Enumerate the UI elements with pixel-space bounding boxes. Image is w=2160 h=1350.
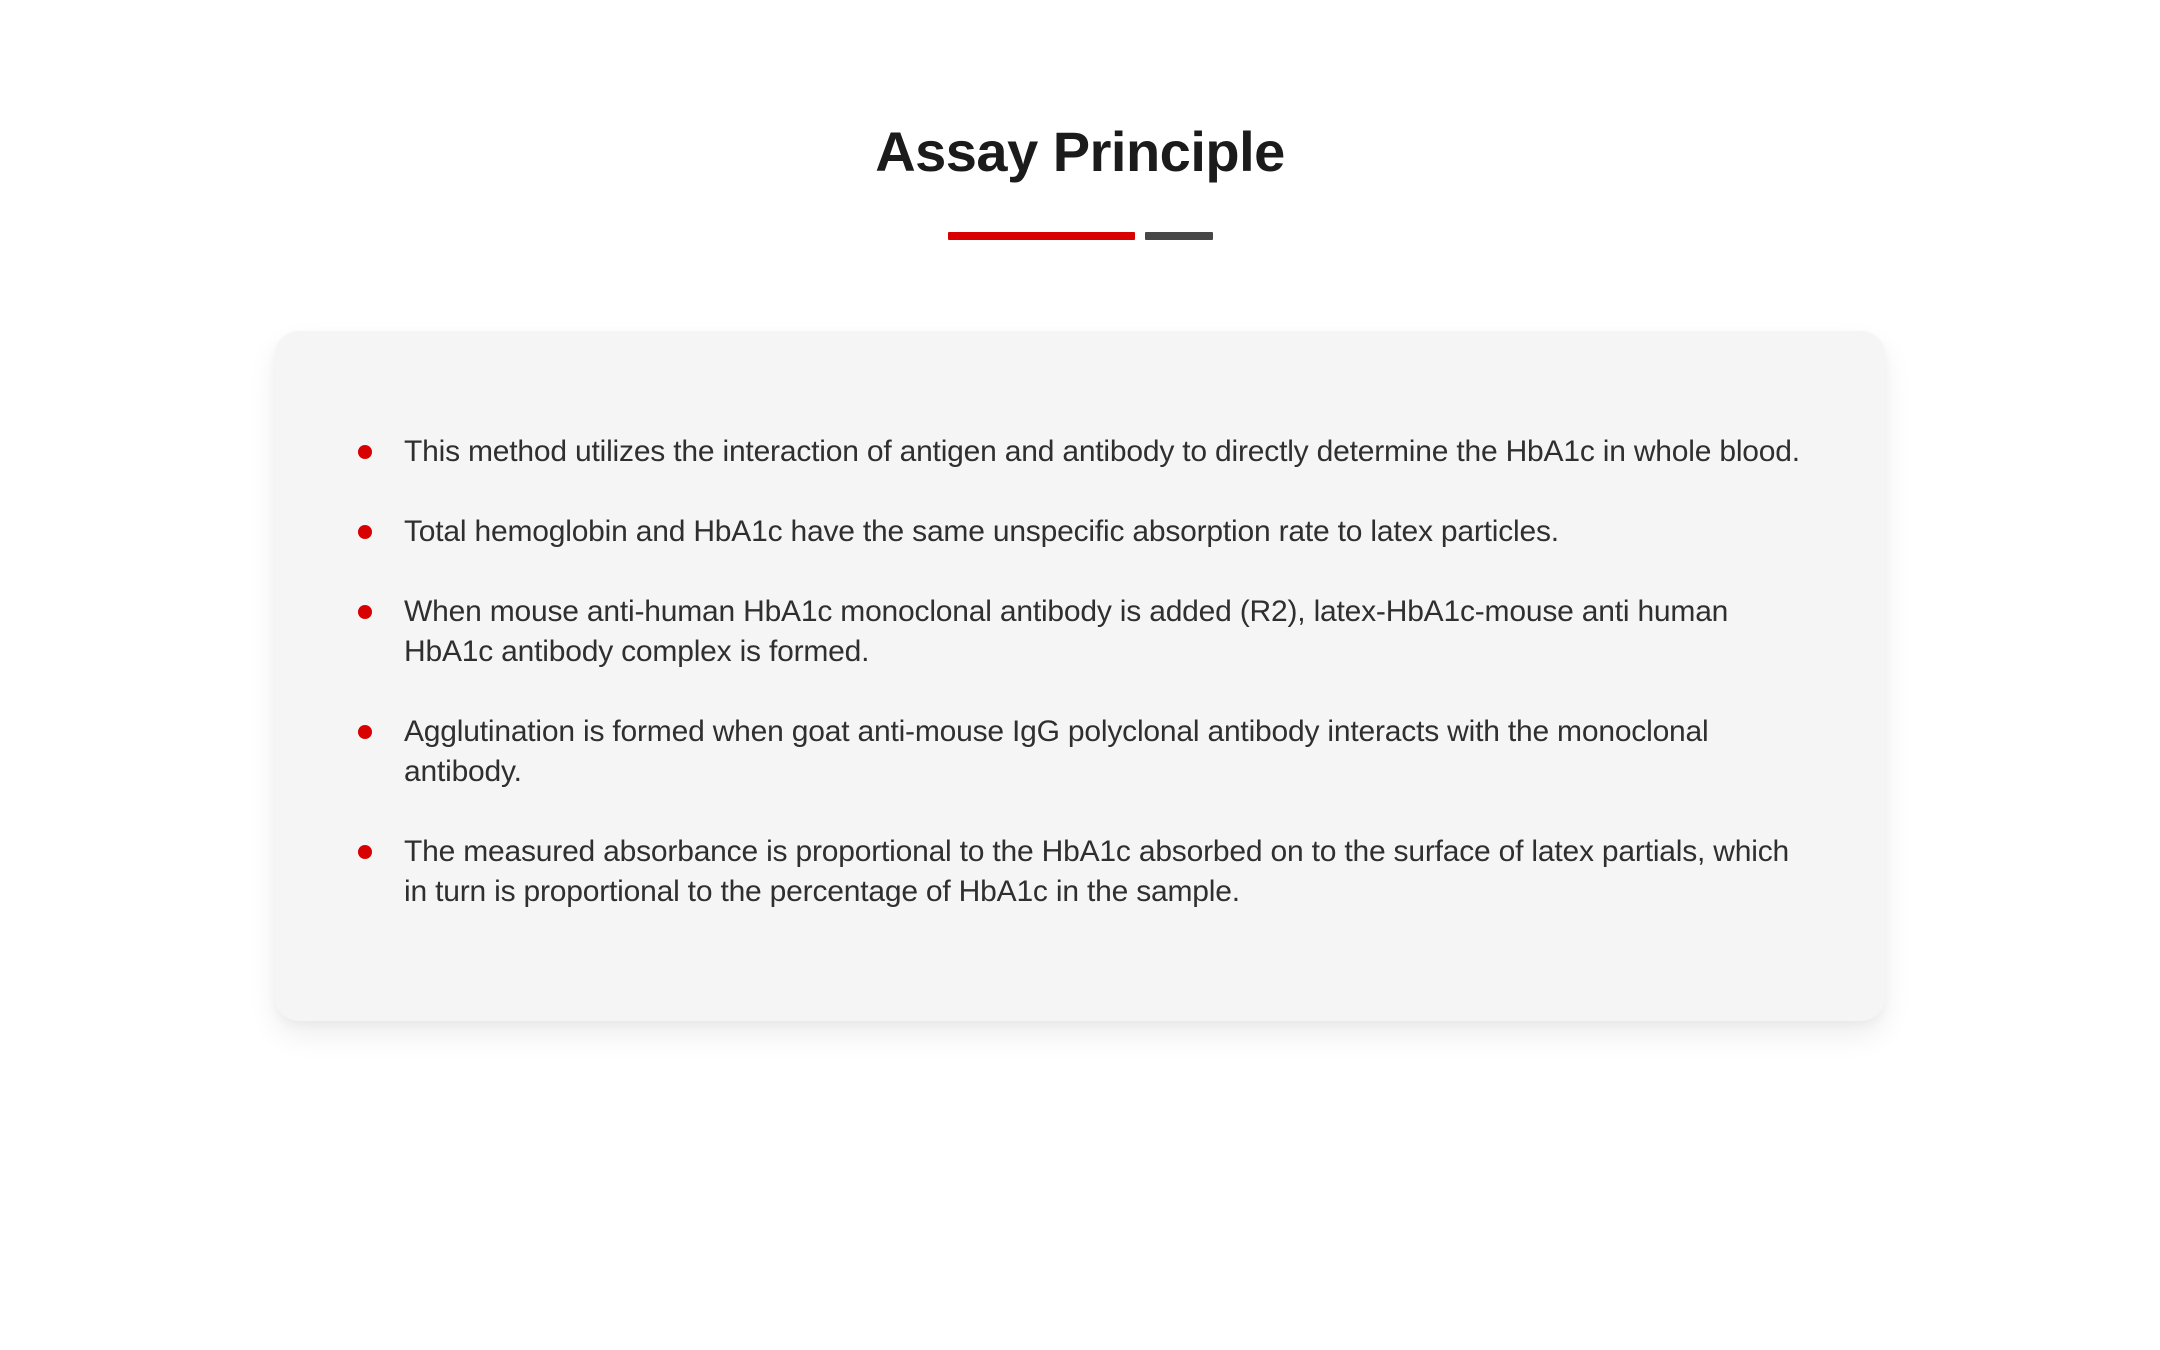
list-item-text: The measured absorbance is proportional to the HbA1c absorbed on to the surface of latex partials, which in turn is proportional to the percentage of HbA1c in the sample. [404, 835, 1790, 908]
list-item [358, 832, 1804, 912]
list-item-text: Agglutination is formed when goat anti-mouse IgG polyclonal antibody interacts with the monoclonal antibody. [404, 715, 1709, 788]
content-card [275, 331, 1885, 1021]
list-item [358, 712, 1804, 792]
bullet-list [358, 432, 1804, 912]
list-item-text: When mouse anti-human HbA1c monoclonal antibody is added (R2), latex-HbA1c-mouse anti human HbA1c antibody complex is formed. [404, 595, 1729, 668]
list-item-text: This method utilizes the interaction of antigen and antibody to directly determine the HbA1c in whole blood. [404, 435, 1800, 468]
bullet-dot-icon [358, 525, 372, 539]
divider-dark-segment [1145, 232, 1213, 240]
divider-red-segment [948, 232, 1135, 240]
title-divider [0, 232, 2160, 240]
slide [0, 114, 2160, 1350]
list-item [358, 512, 1804, 552]
bullet-dot-icon [358, 845, 372, 859]
page-title: Assay Principle [875, 120, 1285, 183]
list-item [358, 432, 1804, 472]
bullet-dot-icon [358, 605, 372, 619]
bullet-dot-icon [358, 445, 372, 459]
list-item [358, 592, 1804, 672]
bullet-dot-icon [358, 725, 372, 739]
list-item-text: Total hemoglobin and HbA1c have the same unspecific absorption rate to latex particles. [404, 515, 1559, 548]
